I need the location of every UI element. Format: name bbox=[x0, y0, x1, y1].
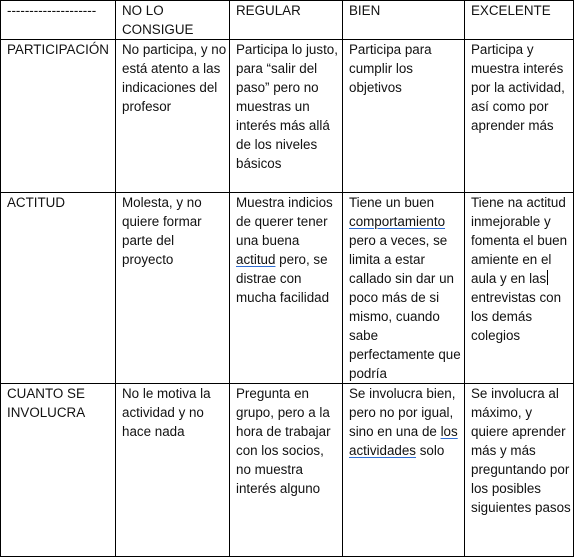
criterion-label: CUANTO SE INVOLUCRA bbox=[1, 384, 116, 557]
descriptor-text: pero a veces, se limita a estar callado sin dar un poco más de si mismo, cuando sabe perfectamente que podría bbox=[349, 232, 461, 381]
corner-cell: -------------------- bbox=[1, 1, 116, 40]
descriptor-text: Tiene na actitud inmejorable y fomenta el buen amiente en el aula y en las bbox=[471, 194, 568, 286]
descriptor-text: Se involucra bien, pero no por igual, sino en una de bbox=[349, 386, 456, 440]
level-header-bien: BIEN bbox=[343, 1, 465, 40]
descriptor-cell: Participa lo justo, para “salir del paso” pero no muestras un interés más allá de los niveles básicos bbox=[230, 40, 343, 193]
criterion-label: PARTICIPACIÓN bbox=[1, 40, 116, 193]
descriptor-cell: Se involucra al máximo, y quiere aprender más y más preguntando por los posibles siguientes pasos bbox=[465, 384, 574, 557]
descriptor-cell: No participa, y no está atento a las indicaciones del profesor bbox=[116, 40, 230, 193]
header-row bbox=[1, 1, 574, 40]
descriptor-cell: No le motiva la actividad y no hace nada bbox=[116, 384, 230, 557]
descriptor-text: Tiene un buen bbox=[349, 194, 435, 210]
descriptor-cell bbox=[465, 192, 574, 384]
level-header-excelente: EXCELENTE bbox=[465, 1, 574, 40]
level-header-regular: REGULAR bbox=[230, 1, 343, 40]
descriptor-cell: Participa para cumplir los objetivos bbox=[343, 40, 465, 193]
criterion-label: ACTITUD bbox=[1, 192, 116, 384]
descriptor-text: Muestra indicios de querer tener una buena bbox=[236, 194, 333, 248]
descriptor-cell: Pregunta en grupo, pero a la hora de trabajar con los socios, no muestra interés alguno bbox=[230, 384, 343, 557]
descriptor-text: entrevistas con los demás colegios bbox=[471, 289, 562, 343]
descriptor-cell: Molesta, y no quiere formar parte del proyecto bbox=[116, 192, 230, 384]
level-header-no-lo-consigue: NO LO CONSIGUE bbox=[116, 1, 230, 40]
text-cursor bbox=[547, 270, 548, 285]
descriptor-cell bbox=[343, 192, 465, 384]
descriptor-text: solo bbox=[416, 443, 445, 459]
criterion-row-participacion bbox=[1, 40, 574, 193]
spellcheck-underlined-word: comportamiento bbox=[349, 213, 446, 229]
spellcheck-underlined-word: los actividades bbox=[349, 424, 458, 459]
spellcheck-underlined-word: actitud bbox=[236, 251, 276, 267]
criterion-row-actitud bbox=[1, 192, 574, 384]
descriptor-cell bbox=[343, 384, 465, 557]
descriptor-text: pero, se distrae con mucha facilidad bbox=[236, 251, 330, 305]
criterion-row-cuanto-se-involucra bbox=[1, 384, 574, 557]
descriptor-cell: Participa y muestra interés por la actividad, así como por aprender más bbox=[465, 40, 574, 193]
descriptor-cell bbox=[230, 192, 343, 384]
